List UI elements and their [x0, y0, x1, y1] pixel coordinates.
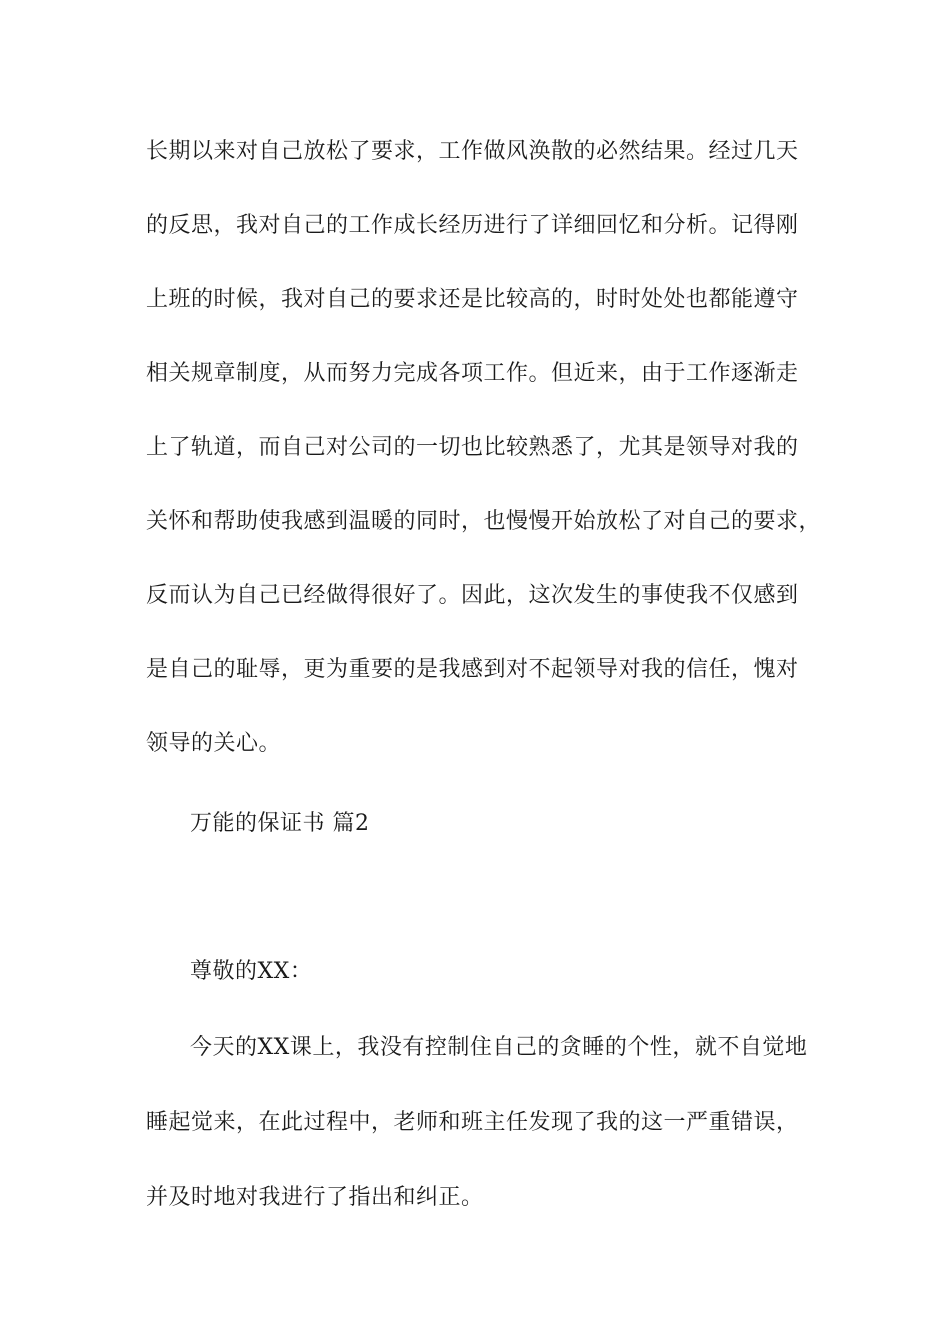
paragraph-line: 并及时地对我进行了指出和纠正。: [146, 1185, 484, 1210]
paragraph-line: 上班的时候，我对自己的要求还是比较高的，时时处处也都能遵守: [146, 287, 799, 312]
salutation: 尊敬的XX：: [190, 959, 313, 984]
paragraph-line: 关怀和帮助使我感到温暖的同时，也慢慢开始放松了对自己的要求，: [146, 509, 822, 534]
paragraph-line: 今天的XX课上，我没有控制住自己的贪睡的个性，就不自觉地: [190, 1035, 808, 1060]
paragraph-line: 长期以来对自己放松了要求，工作做风涣散的必然结果。经过几天: [146, 139, 799, 164]
paragraph-line: 相关规章制度，从而努力完成各项工作。但近来，由于工作逐渐走: [146, 361, 799, 386]
paragraph-line: 睡起觉来，在此过程中，老师和班主任发现了我的这一严重错误，: [146, 1110, 799, 1135]
paragraph-line: 反而认为自己已经做得很好了。因此，这次发生的事使我不仅感到: [146, 583, 799, 608]
paragraph-line: 的反思，我对自己的工作成长经历进行了详细回忆和分析。记得刚: [146, 213, 799, 238]
paragraph-line: 领导的关心。: [146, 731, 282, 756]
section-title: 万能的保证书 篇2: [190, 811, 370, 836]
paragraph-line: 是自己的耻辱，更为重要的是我感到对不起领导对我的信任，愧对: [146, 657, 799, 682]
paragraph-line: 上了轨道，而自己对公司的一切也比较熟悉了，尤其是领导对我的: [146, 435, 799, 460]
